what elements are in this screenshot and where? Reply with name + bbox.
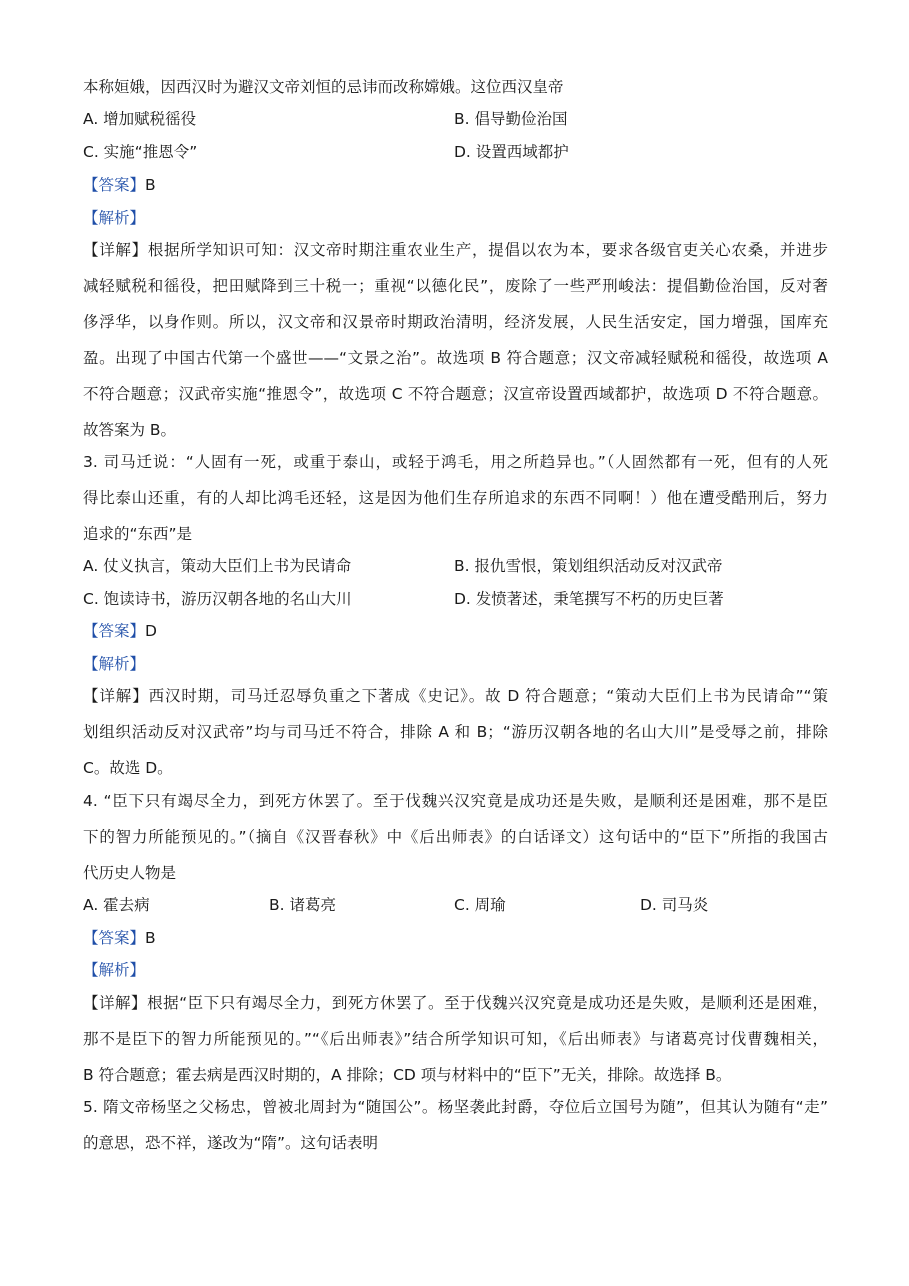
q2-option-d: D. 设置西域都护 — [454, 143, 569, 161]
q5-stem-line: 5. 隋文帝杨坚之父杨忠，曾被北周封为“随国公”。杨坚袭此封爵，夺位后立国号为随”，但其认为随有“走” — [83, 1098, 828, 1116]
q3-option-a: A. 仗义执言，策动大臣们上书为民请命 — [83, 557, 352, 575]
q3-stem-line: 追求的“东西”是 — [83, 525, 193, 543]
q4-stem-line: 下的智力所能预见的。”（摘自《汉晋春秋》中《后出师表》的白话译文）这句话中的“臣下”所指的我国古 — [83, 828, 828, 846]
detail-text: 根据所学知识可知：汉文帝时期注重农业生产，提倡以农为本，要求各级官吏关心农桑，并进步 — [147, 241, 828, 259]
q3-option-d: D. 发愤著述，秉笔撰写不朽的历史巨著 — [454, 590, 724, 608]
q2-analysis-tag: 【解析】 — [83, 209, 146, 227]
q2-detail-line: 不符合题意；汉武帝实施“推恩令”，故选项 C 不符合题意；汉宣帝设置西域都护，故选项 D 不符合题意。 — [83, 385, 828, 403]
q3-answer — [83, 621, 828, 641]
answer-value: D — [145, 622, 157, 640]
q2-detail-line: 减轻赋税和徭役，把田赋降到三十税一；重视“以德化民”，废除了一些严刑峻法：提倡勤俭治国，反对奢 — [83, 277, 828, 295]
q2-option-a: A. 增加赋税徭役 — [83, 110, 197, 128]
detail-text: 根据“臣下只有竭尽全力，到死方休罢了。至于伐魏兴汉究竟是成功还是失败，是顺利还是困难， — [147, 994, 828, 1012]
q3-stem-line: 3. 司马迁说：“人固有一死，或重于泰山，或轻于鸿毛，用之所趋异也。”（人固然都有一死，但有的人死 — [83, 453, 828, 471]
q5-stem-line: 的意思，恐不祥，遂改为“隋”。这句话表明 — [83, 1134, 379, 1152]
q2-detail-line: 故答案为 B。 — [83, 421, 177, 439]
detail-tag: 【详解】 — [83, 687, 149, 705]
q4-option-c: C. 周瑜 — [454, 896, 506, 914]
q4-detail-line — [83, 993, 828, 1013]
q2-detail-line: 盈。出现了中国古代第一个盛世——“文景之治”。故选项 B 符合题意；汉文帝减轻赋税和徭役，故选项 A — [83, 349, 828, 367]
q3-analysis-tag: 【解析】 — [83, 655, 146, 673]
detail-text: 西汉时期，司马迁忍辱负重之下著成《史记》。故 D 符合题意；“策动大臣们上书为民请命”“策 — [148, 687, 828, 705]
q4-stem-line: 代历史人物是 — [83, 864, 177, 882]
answer-tag: 【答案】 — [83, 176, 146, 194]
answer-value: B — [145, 176, 156, 194]
q2-stem-tail: 本称姮娥，因西汉时为避汉文帝刘恒的忌讳而改称嫦娥。这位西汉皇帝 — [83, 78, 564, 96]
answer-tag: 【答案】 — [83, 622, 146, 640]
q4-detail-line: B 符合题意；霍去病是西汉时期的，A 排除；CD 项与材料中的“臣下”无关，排除。故选择 B。 — [83, 1066, 732, 1084]
detail-tag: 【详解】 — [83, 994, 148, 1012]
q2-detail-line: 侈浮华，以身作则。所以，汉文帝和汉景帝时期政治清明，经济发展，人民生活安定，国力增强，国库充 — [83, 313, 828, 331]
q2-option-b: B. 倡导勤俭治国 — [454, 110, 568, 128]
q3-option-b: B. 报仇雪恨，策划组织活动反对汉武帝 — [454, 557, 723, 575]
q2-answer — [83, 175, 828, 195]
q4-option-a: A. 霍去病 — [83, 896, 150, 914]
detail-tag: 【详解】 — [83, 241, 148, 259]
q4-option-d: D. 司马炎 — [640, 896, 709, 914]
q2-detail-line — [83, 240, 828, 260]
q4-stem-line: 4. “臣下只有竭尽全力，到死方休罢了。至于伐魏兴汉究竟是成功还是失败，是顺利还是困难，那不是臣 — [83, 792, 828, 810]
q3-detail-line: C。故选 D。 — [83, 759, 173, 777]
q2-option-c: C. 实施“推恩令” — [83, 143, 198, 161]
q3-stem-line: 得比泰山还重，有的人却比鸿毛还轻，这是因为他们生存所追求的东西不同啊！）他在遭受酷刑后，努力 — [83, 489, 828, 507]
answer-value: B — [145, 929, 156, 947]
answer-tag: 【答案】 — [83, 929, 146, 947]
q4-analysis-tag: 【解析】 — [83, 961, 146, 979]
q4-answer — [83, 928, 828, 948]
q3-detail-line: 划组织活动反对汉武帝”均与司马迁不符合，排除 A 和 B；“游历汉朝各地的名山大川”是受辱之前，排除 — [83, 723, 828, 741]
q4-option-b: B. 诸葛亮 — [269, 896, 336, 914]
q3-option-c: C. 饱读诗书，游历汉朝各地的名山大川 — [83, 590, 352, 608]
q3-detail-line — [83, 686, 828, 706]
q4-detail-line: 那不是臣下的智力所能预见的。”“《后出师表》”结合所学知识可知，《后出师表》与诸葛亮讨伐曹魏相关， — [83, 1030, 828, 1048]
